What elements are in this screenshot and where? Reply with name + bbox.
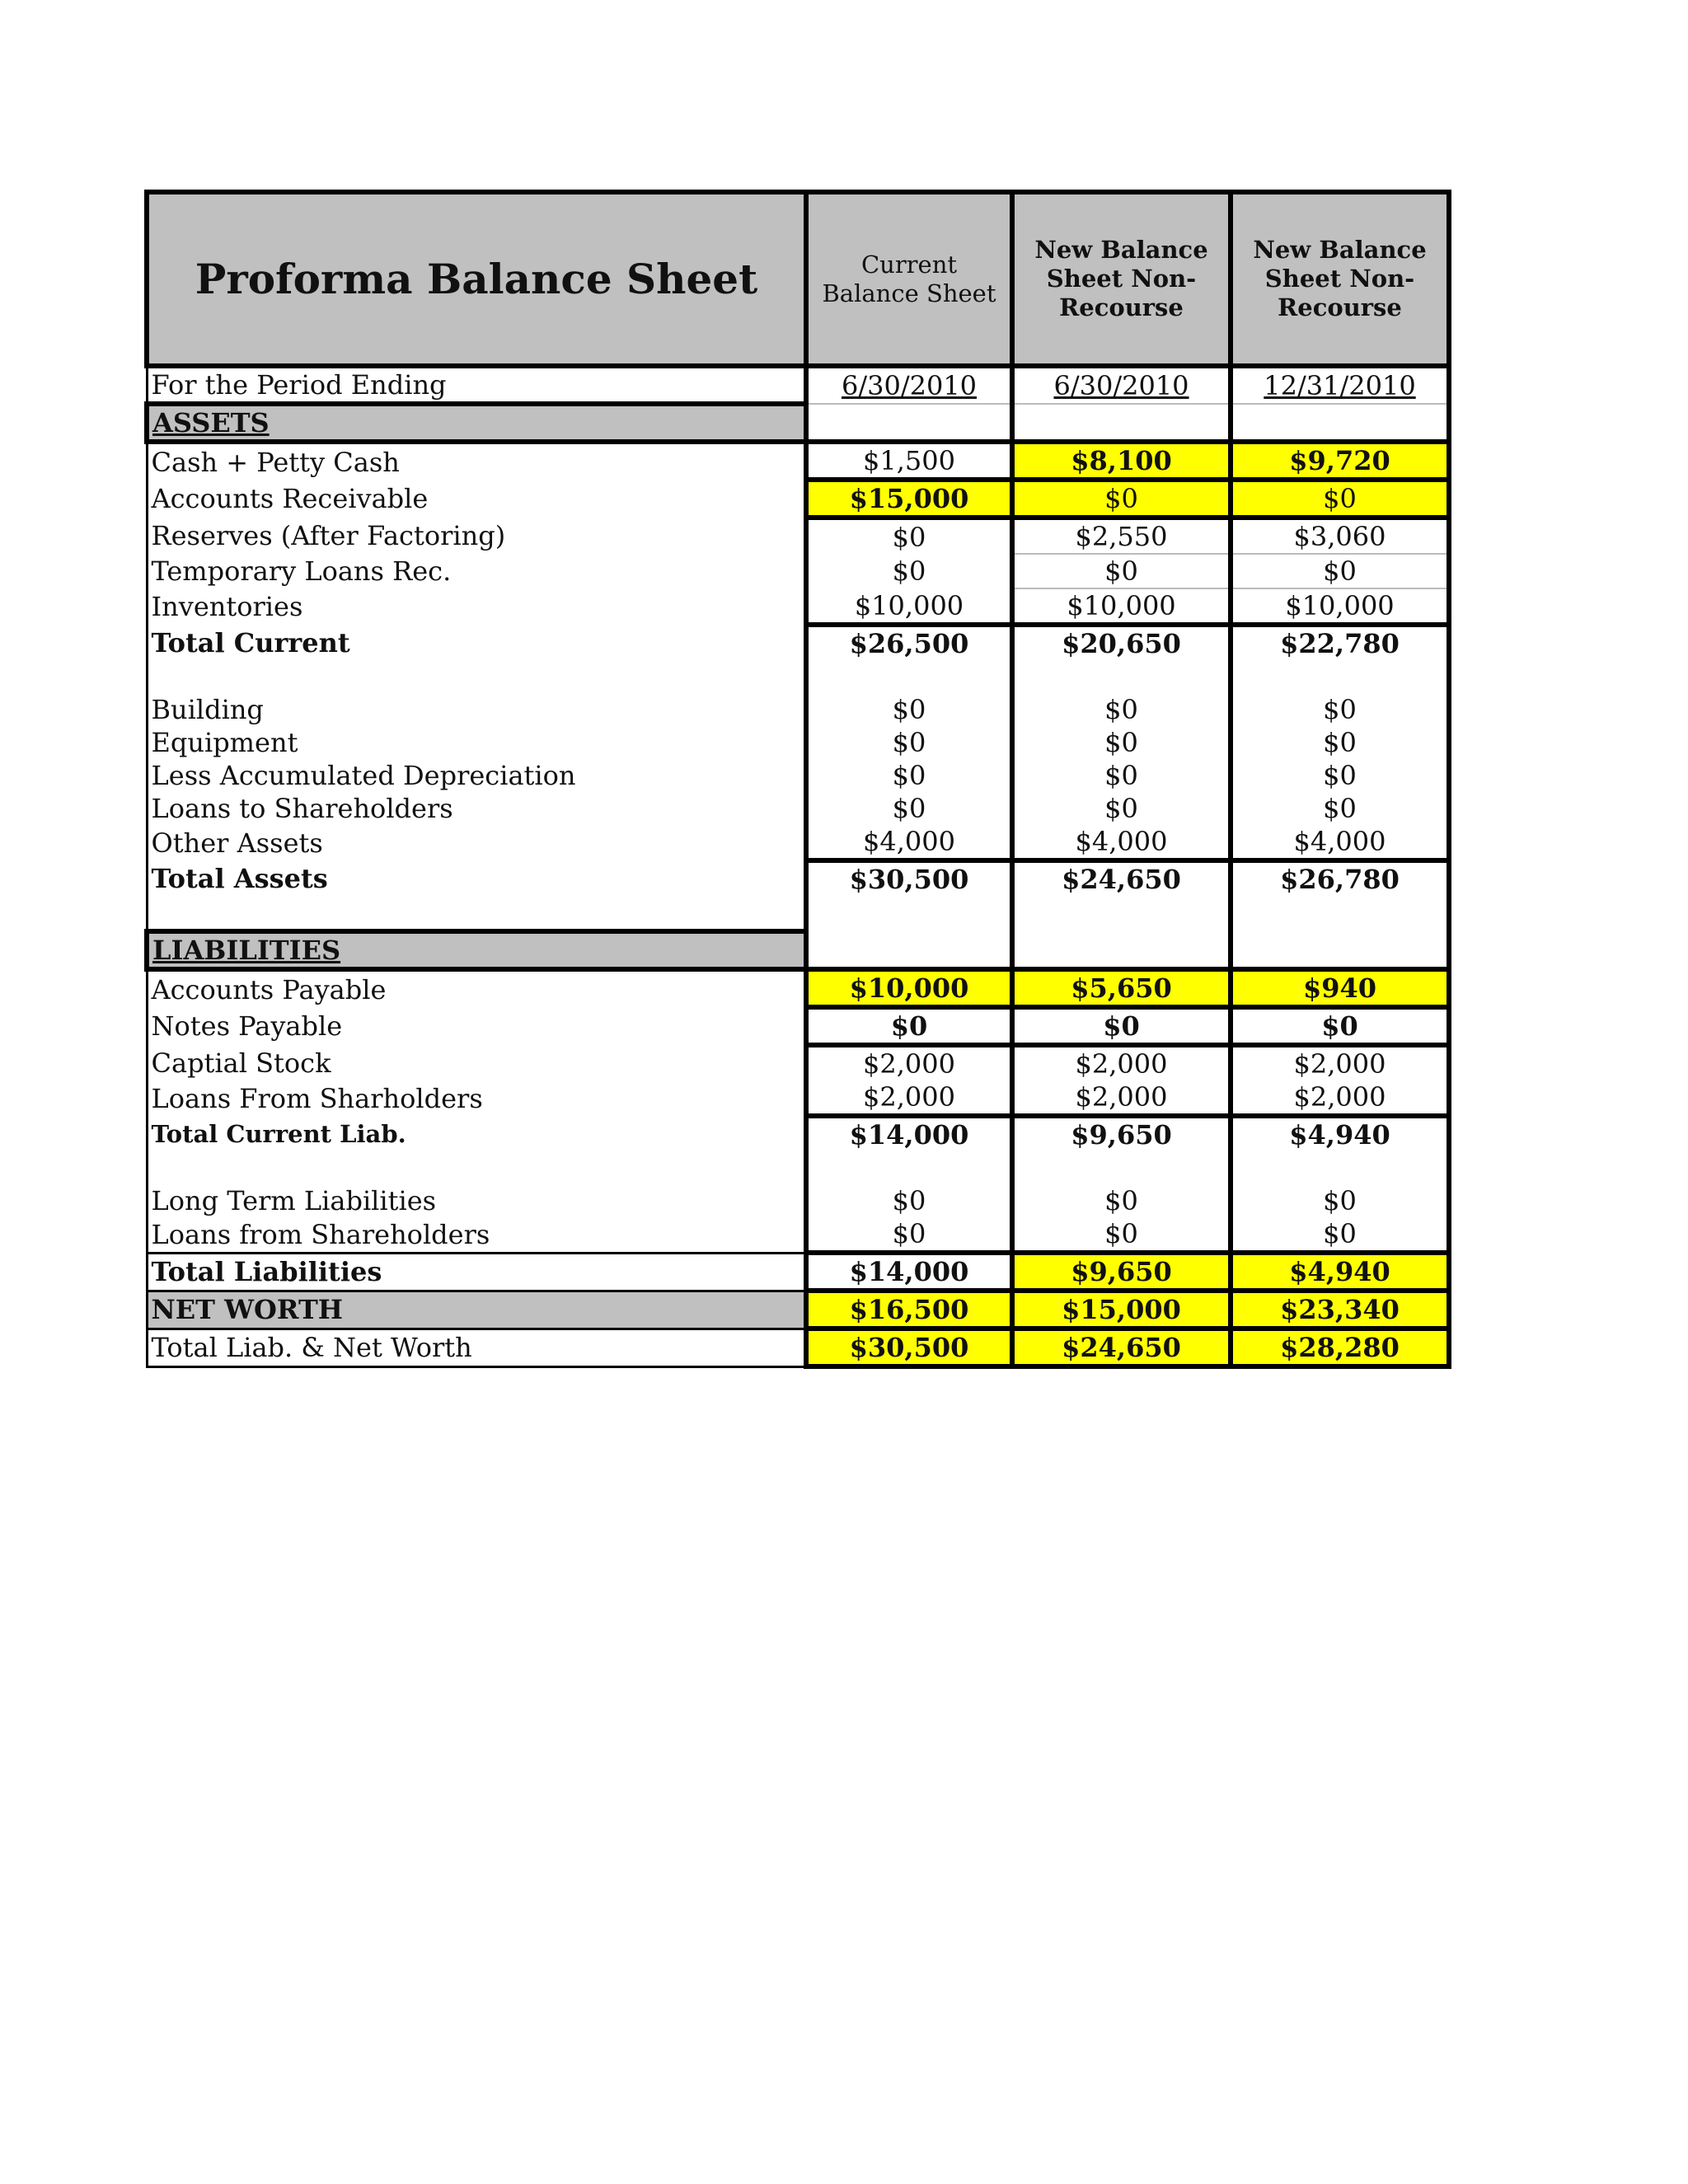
row-label: Loans to Shareholders xyxy=(147,792,806,825)
cell-c2: $20,650 xyxy=(1012,625,1231,660)
cell-c3: $26,780 xyxy=(1231,860,1449,896)
cell-c2: $0 xyxy=(1012,480,1231,518)
cell-c3: $2,000 xyxy=(1231,1045,1449,1080)
cell-c1: $0 xyxy=(806,554,1012,588)
row-label: Temporary Loans Rec. xyxy=(147,554,806,588)
row-label: Long Term Liabilities xyxy=(147,1184,806,1217)
period-c3: 12/31/2010 xyxy=(1231,366,1449,404)
cell-c2: $24,650 xyxy=(1012,1329,1231,1366)
table-row xyxy=(147,792,1449,825)
table-row xyxy=(147,825,1449,860)
cell-c3: $0 xyxy=(1231,792,1449,825)
cell-c2: $5,650 xyxy=(1012,969,1231,1007)
table-row xyxy=(147,518,1449,554)
total-liab-net-worth-row xyxy=(147,1329,1449,1366)
cell-c1: $2,000 xyxy=(806,1045,1012,1080)
cell-c1: $0 xyxy=(806,1007,1012,1045)
balance-sheet-table xyxy=(144,190,1451,1369)
table-row xyxy=(147,726,1449,759)
row-label: Accounts Payable xyxy=(147,969,806,1007)
cell-c3: $3,060 xyxy=(1231,518,1449,554)
row-label: Total Assets xyxy=(147,860,806,896)
cell-c1: $0 xyxy=(806,693,1012,726)
cell-c1: $4,000 xyxy=(806,825,1012,860)
row-label: Total Liab. & Net Worth xyxy=(147,1329,806,1366)
net-worth-row xyxy=(147,1291,1449,1329)
cell-c2: $0 xyxy=(1012,759,1231,792)
row-label: Cash + Petty Cash xyxy=(147,442,806,480)
period-c2: 6/30/2010 xyxy=(1012,366,1231,404)
cell-c1: $10,000 xyxy=(806,588,1012,625)
column-header-new-2: New Balance Sheet Non-Recourse xyxy=(1231,192,1449,366)
total-current-row xyxy=(147,625,1449,660)
row-label: Total Current Liab. xyxy=(147,1116,806,1151)
cell-c3: $4,000 xyxy=(1231,825,1449,860)
cell-c1: $1,500 xyxy=(806,442,1012,480)
cell-c1: $0 xyxy=(806,726,1012,759)
spacer-row xyxy=(147,1151,1449,1184)
cell-c1: $0 xyxy=(806,518,1012,554)
cell-c2: $0 xyxy=(1012,792,1231,825)
table-row xyxy=(147,442,1449,480)
spacer-row xyxy=(147,896,1449,931)
row-label: Inventories xyxy=(147,588,806,625)
cell-c2: $0 xyxy=(1012,726,1231,759)
cell-c3: $9,720 xyxy=(1231,442,1449,480)
table-row xyxy=(147,588,1449,625)
column-header-new-1: New Balance Sheet Non-Recourse xyxy=(1012,192,1231,366)
cell-c1: $0 xyxy=(806,792,1012,825)
cell-c3: $4,940 xyxy=(1231,1253,1449,1291)
cell-c3: $0 xyxy=(1231,1217,1449,1253)
total-assets-row xyxy=(147,860,1449,896)
row-label: Captial Stock xyxy=(147,1045,806,1080)
period-c1: 6/30/2010 xyxy=(806,366,1012,404)
table-row xyxy=(147,759,1449,792)
table-row xyxy=(147,1007,1449,1045)
cell-c3: $0 xyxy=(1231,1007,1449,1045)
table-row xyxy=(147,1217,1449,1253)
cell-c3: $0 xyxy=(1231,480,1449,518)
total-liabilities-row xyxy=(147,1253,1449,1291)
cell-c2: $0 xyxy=(1012,554,1231,588)
row-label: Loans From Sharholders xyxy=(147,1080,806,1116)
header-row xyxy=(147,192,1449,366)
cell-c3: $2,000 xyxy=(1231,1080,1449,1116)
cell-c2: $9,650 xyxy=(1012,1253,1231,1291)
row-label: Accounts Receivable xyxy=(147,480,806,518)
column-header-current: Current Balance Sheet xyxy=(806,192,1012,366)
table-row xyxy=(147,480,1449,518)
row-label: NET WORTH xyxy=(147,1291,806,1329)
cell-c3: $0 xyxy=(1231,726,1449,759)
row-label: Total Liabilities xyxy=(147,1253,806,1291)
cell-c3: $4,940 xyxy=(1231,1116,1449,1151)
cell-c1: $30,500 xyxy=(806,1329,1012,1366)
cell-c2: $15,000 xyxy=(1012,1291,1231,1329)
spacer-row xyxy=(147,660,1449,693)
row-label: Other Assets xyxy=(147,825,806,860)
cell-c1: $16,500 xyxy=(806,1291,1012,1329)
cell-c1: $0 xyxy=(806,759,1012,792)
cell-c2: $8,100 xyxy=(1012,442,1231,480)
cell-c3: $940 xyxy=(1231,969,1449,1007)
page-title: Proforma Balance Sheet xyxy=(147,192,806,366)
row-label: Less Accumulated Depreciation xyxy=(147,759,806,792)
cell-c3: $23,340 xyxy=(1231,1291,1449,1329)
liabilities-heading-row xyxy=(147,931,1449,969)
table-row xyxy=(147,969,1449,1007)
cell-c1: $26,500 xyxy=(806,625,1012,660)
cell-c2: $10,000 xyxy=(1012,588,1231,625)
cell-c1: $0 xyxy=(806,1184,1012,1217)
table-row xyxy=(147,554,1449,588)
cell-c2: $2,000 xyxy=(1012,1045,1231,1080)
cell-c1: $15,000 xyxy=(806,480,1012,518)
cell-c3: $0 xyxy=(1231,693,1449,726)
cell-c2: $2,550 xyxy=(1012,518,1231,554)
assets-heading-row xyxy=(147,404,1449,442)
cell-c1: $30,500 xyxy=(806,860,1012,896)
row-label: Total Current xyxy=(147,625,806,660)
cell-c2: $4,000 xyxy=(1012,825,1231,860)
cell-c1: $0 xyxy=(806,1217,1012,1253)
period-label: For the Period Ending xyxy=(147,366,806,404)
cell-c1: $10,000 xyxy=(806,969,1012,1007)
cell-c2: $0 xyxy=(1012,1184,1231,1217)
cell-c2: $24,650 xyxy=(1012,860,1231,896)
cell-c3: $0 xyxy=(1231,554,1449,588)
table-row xyxy=(147,1080,1449,1116)
table-row xyxy=(147,1184,1449,1217)
cell-c2: $9,650 xyxy=(1012,1116,1231,1151)
cell-c2: $0 xyxy=(1012,1217,1231,1253)
total-current-liab-row xyxy=(147,1116,1449,1151)
row-label: Reserves (After Factoring) xyxy=(147,518,806,554)
row-label: Loans from Shareholders xyxy=(147,1217,806,1253)
period-row xyxy=(147,366,1449,404)
assets-heading: ASSETS xyxy=(147,404,806,442)
cell-c3: $28,280 xyxy=(1231,1329,1449,1366)
cell-c1: $14,000 xyxy=(806,1116,1012,1151)
row-label: Notes Payable xyxy=(147,1007,806,1045)
table-row xyxy=(147,1045,1449,1080)
cell-c1: $2,000 xyxy=(806,1080,1012,1116)
cell-c3: $10,000 xyxy=(1231,588,1449,625)
cell-c3: $0 xyxy=(1231,759,1449,792)
cell-c2: $2,000 xyxy=(1012,1080,1231,1116)
cell-c2: $0 xyxy=(1012,693,1231,726)
cell-c1: $14,000 xyxy=(806,1253,1012,1291)
cell-c3: $22,780 xyxy=(1231,625,1449,660)
cell-c3: $0 xyxy=(1231,1184,1449,1217)
row-label: Building xyxy=(147,693,806,726)
cell-c2: $0 xyxy=(1012,1007,1231,1045)
table-row xyxy=(147,693,1449,726)
liabilities-heading: LIABILITIES xyxy=(147,931,806,969)
row-label: Equipment xyxy=(147,726,806,759)
